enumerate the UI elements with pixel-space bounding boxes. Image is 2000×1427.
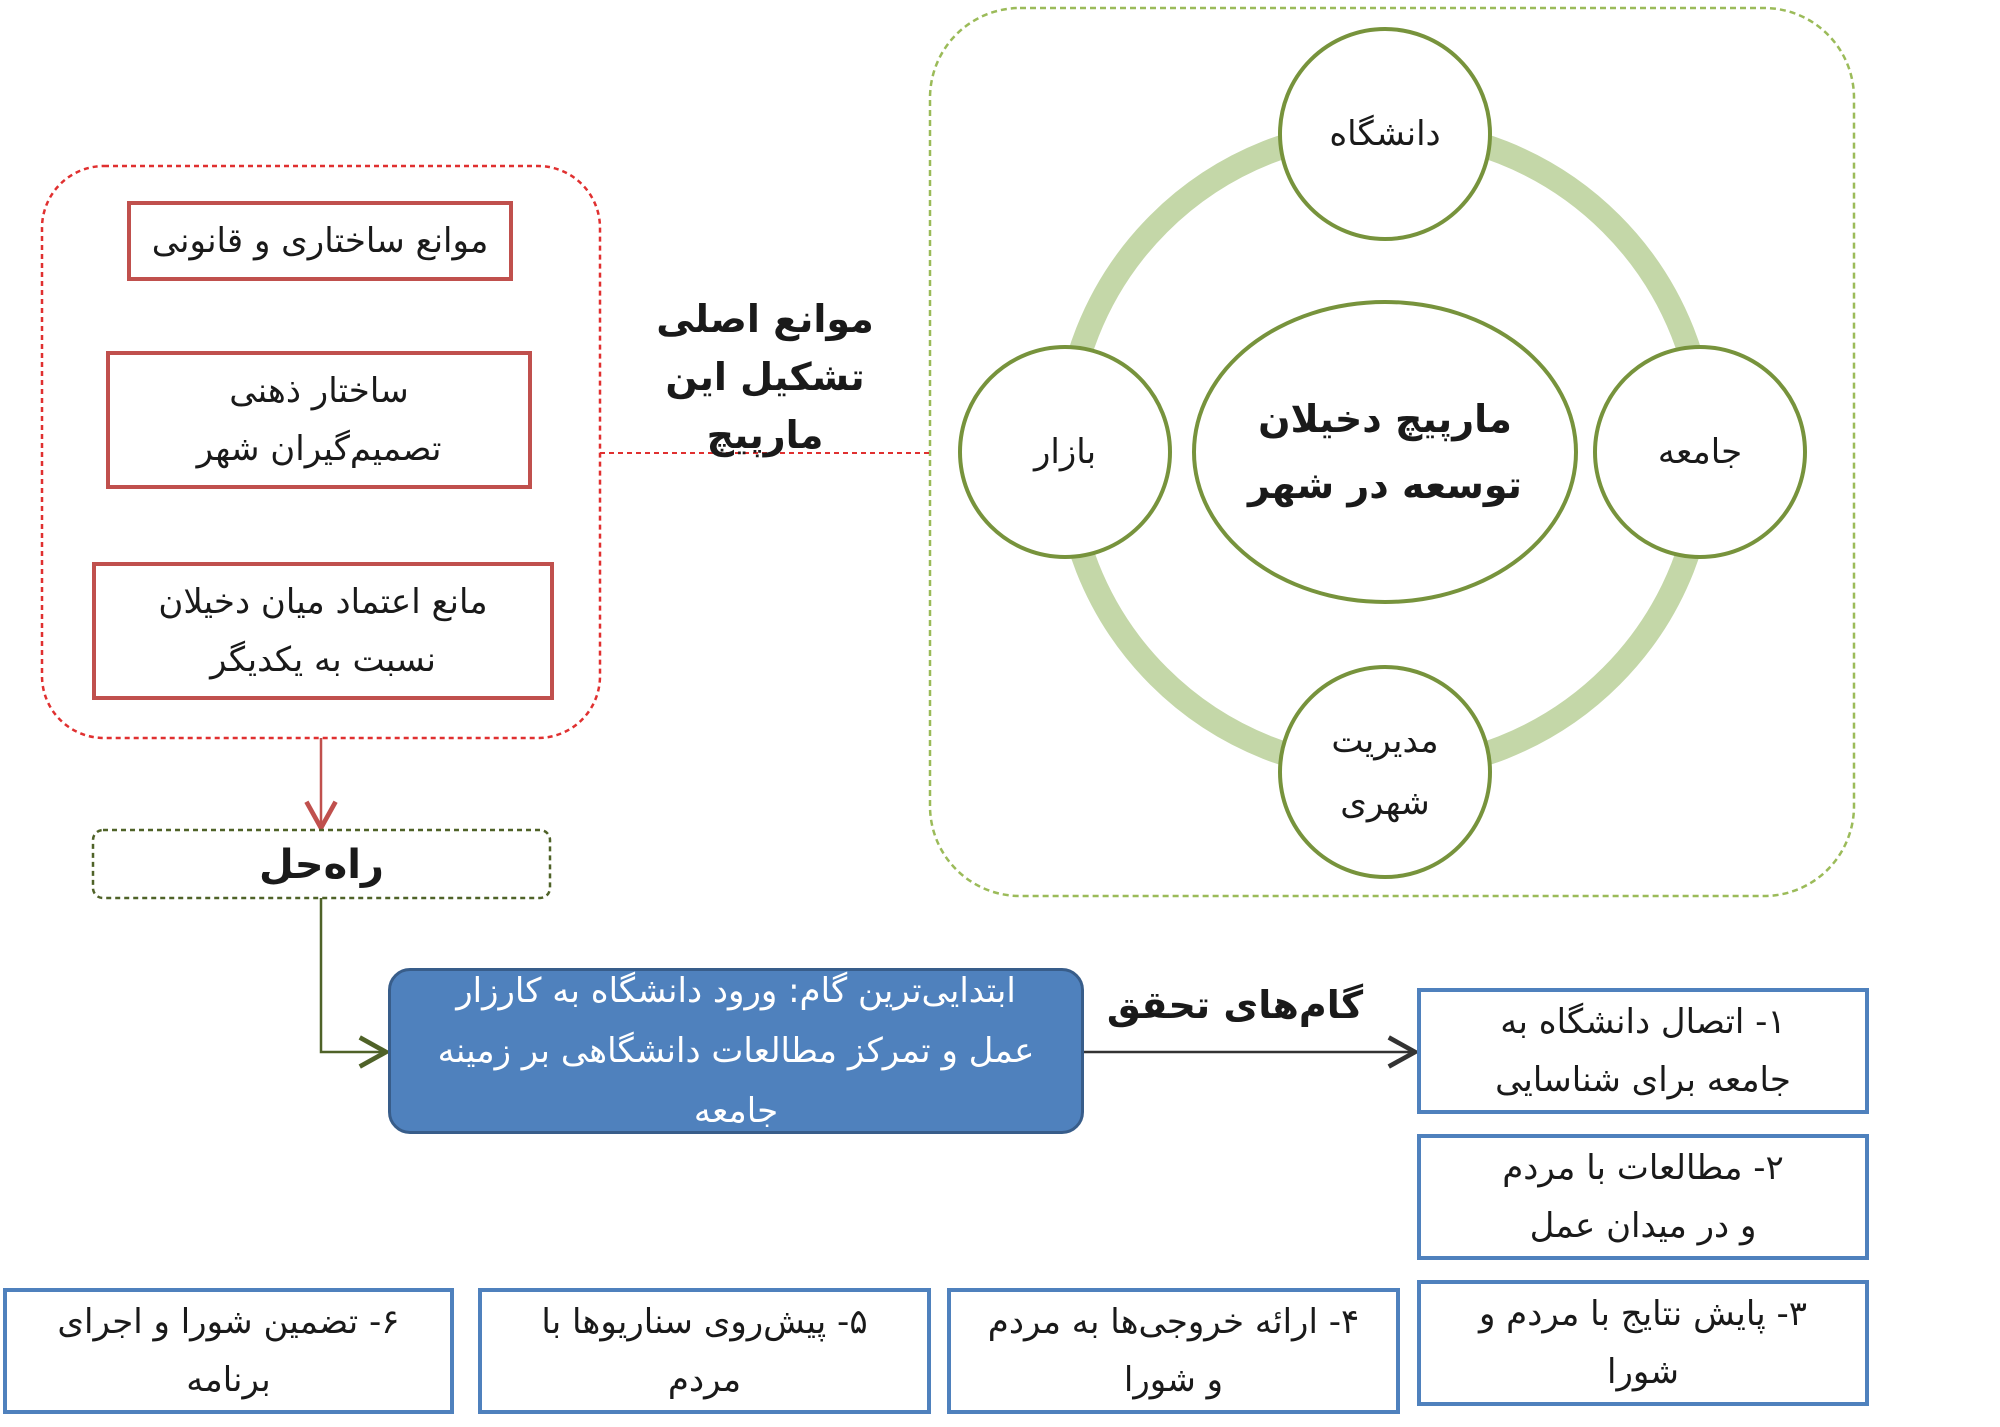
step-5: ۵- پیش‌روی سناریوها با مردم <box>478 1288 931 1414</box>
node-society-label: جامعه <box>1657 432 1743 472</box>
first-step-box: ابتدایی‌ترین گام: ورود دانشگاه به کارزار عمل و تمرکز مطالعات دانشگاهی بر زمینه جامعه <box>388 968 1084 1134</box>
node-urban-management-label: مدیریت شهری <box>1331 721 1439 823</box>
node-university <box>1278 27 1492 241</box>
obstacles-heading: موانع اصلی تشکیل این مارپیچ <box>656 297 874 457</box>
node-market <box>958 345 1172 559</box>
step-1: ۱- اتصال دانشگاه به جامعه برای شناسایی <box>1417 988 1869 1114</box>
steps-heading: گام‌های تحقق <box>1106 983 1364 1027</box>
spiral-center <box>1192 300 1578 604</box>
step-6: ۶- تضمین شورا و اجرای برنامه <box>3 1288 454 1414</box>
solution-label: راه‌حل <box>259 842 384 888</box>
node-urban-management <box>1278 665 1492 879</box>
solution-firststep-arrow <box>321 898 386 1052</box>
step-3: ۳- پایش نتایج با مردم و شورا <box>1417 1280 1869 1406</box>
obstacle-mindset: ساختار ذهنی تصمیم‌گیران شهر <box>106 351 532 489</box>
node-market-label: بازار <box>1033 432 1097 472</box>
obstacle-structural-legal: موانع ساختاری و قانونی <box>127 201 513 281</box>
step-4: ۴- ارائه خروجی‌ها به مردم و شورا <box>947 1288 1400 1414</box>
node-university-label: دانشگاه <box>1329 114 1441 154</box>
obstacle-trust: مانع اعتماد میان دخیلان نسبت به یکدیگر <box>92 562 554 700</box>
step-2: ۲- مطالعات با مردم و در میدان عمل <box>1417 1134 1869 1260</box>
node-society <box>1593 345 1807 559</box>
spiral-center-label: مارپیچ دخیلان توسعه در شهر <box>1248 397 1522 507</box>
